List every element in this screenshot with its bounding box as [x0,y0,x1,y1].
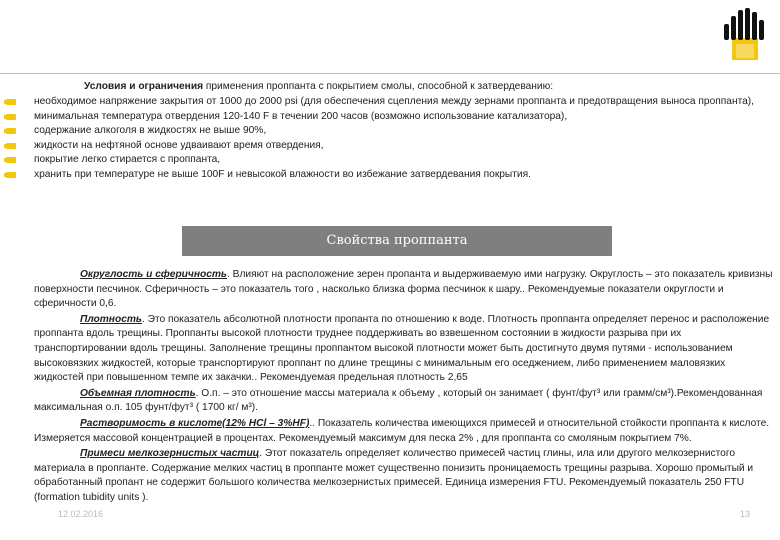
property-term: Объемная плотность [80,387,196,399]
list-item-text: необходимое напряжение закрытия от 1000 до 2000 psi (для обеспечения сцепления между зернами проппанта и предотвращения выноса проппанта), [34,96,755,107]
conditions-intro-text: применения проппанта с покрытием смолы, способной к затвердеванию: [203,81,554,92]
property-text: . Это показатель абсолютной плотности пропанта по отношению к воде. Плотность проппанта определяет перенос и расположение проппанта вдоль трещины. Проппанты высокой плотности труднее поддерживать во взвешенном состоянии в жидкости разрыва при их транспортировании вдоль трещины. Заполнение трещины проппантом высокой плотности может быть достигнуто двумя путями - использованием высоковязких жидкостей, которые транспортируют проппант по длине трещины с минимальным его оседжением, либо применением маловязких жидкостей при повышенном темпе их закачки.. Рекомендуемая предельная плотность 2,65 [34,313,770,384]
list-item-text: минимальная температура отвердения 120-140 F в течении 200 часов (возможно использование катализатора), [34,110,568,122]
property-term: Плотность [80,313,142,325]
list-item-text: хранить при температуре не выше 100F и невысокой влажности во избежание затвердевания покрытия. [34,168,531,180]
footer-date: 12.02.2016 [58,509,104,519]
list-item-text: жидкости на нефтяной основе удваивают время отвердения, [34,139,324,151]
property-paragraph [34,447,774,505]
list-item [0,139,780,154]
property-term: Растворимость в кислоте(12% HCl – 3%HF) [80,417,310,429]
conditions-list [0,80,780,182]
property-paragraph [34,387,774,416]
list-item [0,110,780,125]
conditions-title: Условия и ограничения [84,81,204,92]
property-term: Округлость и сферичность [80,269,227,280]
company-logo [718,8,770,62]
page-number: 13 [740,509,751,519]
bullet-marker-icon [6,143,16,149]
conditions-intro [0,80,780,95]
list-item [0,168,780,183]
property-term: Примеси мелкозернистых частиц [80,448,260,460]
list-item-text: содержание алкоголя в жидкостях не выше 90%, [34,125,267,136]
bullet-marker-icon [6,99,16,105]
top-divider [0,73,780,74]
property-text: . Влияют на расположение зерен пропанта и выдерживаемую ими нагрузку. Округлость – это показатель кривизны поверхности песчинок. Сферичность – это показатель того , насколько близка форма песчинок к шару.. Рекомендуемые показатели округлости и сферичности 0,6. [34,269,773,310]
bullet-marker-icon [6,128,16,134]
property-text: . О.п. – это отношение массы материала к объему , который он занимает ( фунт/фут³ или грамм/см³).Рекомендованная максимальная о.п. 105 фунт/фут³ ( 1700 кг/ м³). [34,387,763,414]
properties-section [34,268,774,507]
property-paragraph [34,417,774,446]
list-item-text: покрытие легко стирается с проппанта, [34,154,221,165]
list-item [0,153,780,168]
bullet-marker-icon [6,157,16,163]
property-paragraph [34,313,774,386]
bullet-marker-icon [6,114,16,120]
property-text: . Этот показатель определяет количество примесей частиц глины, ила или другого мелкозернистого материала в проппанте. Содержание мелких частиц в проппанте может существенно понизить проницаемость трещины разрыва. Хорошо промытый и обработанный пропант не содержит большого количества мелкозернистых примесей. Единица измерения FTU. Рекомендуемый показатель 250 FTU (formation tubidity units ). [34,448,754,503]
property-paragraph [34,268,774,312]
list-item [0,124,780,139]
bullet-marker-icon [6,172,16,178]
section-title-banner: Свойства проппанта [182,226,612,256]
property-text: .. Показатель количества имеющихся примесей и относительной стойкости проппанта к кислоте. Измеряется массовой концентрацией в процентах. Рекомендуемый максимум для песка 2% , для проппанта со смоляным покрытием 7%. [34,417,770,444]
list-item [0,95,780,110]
